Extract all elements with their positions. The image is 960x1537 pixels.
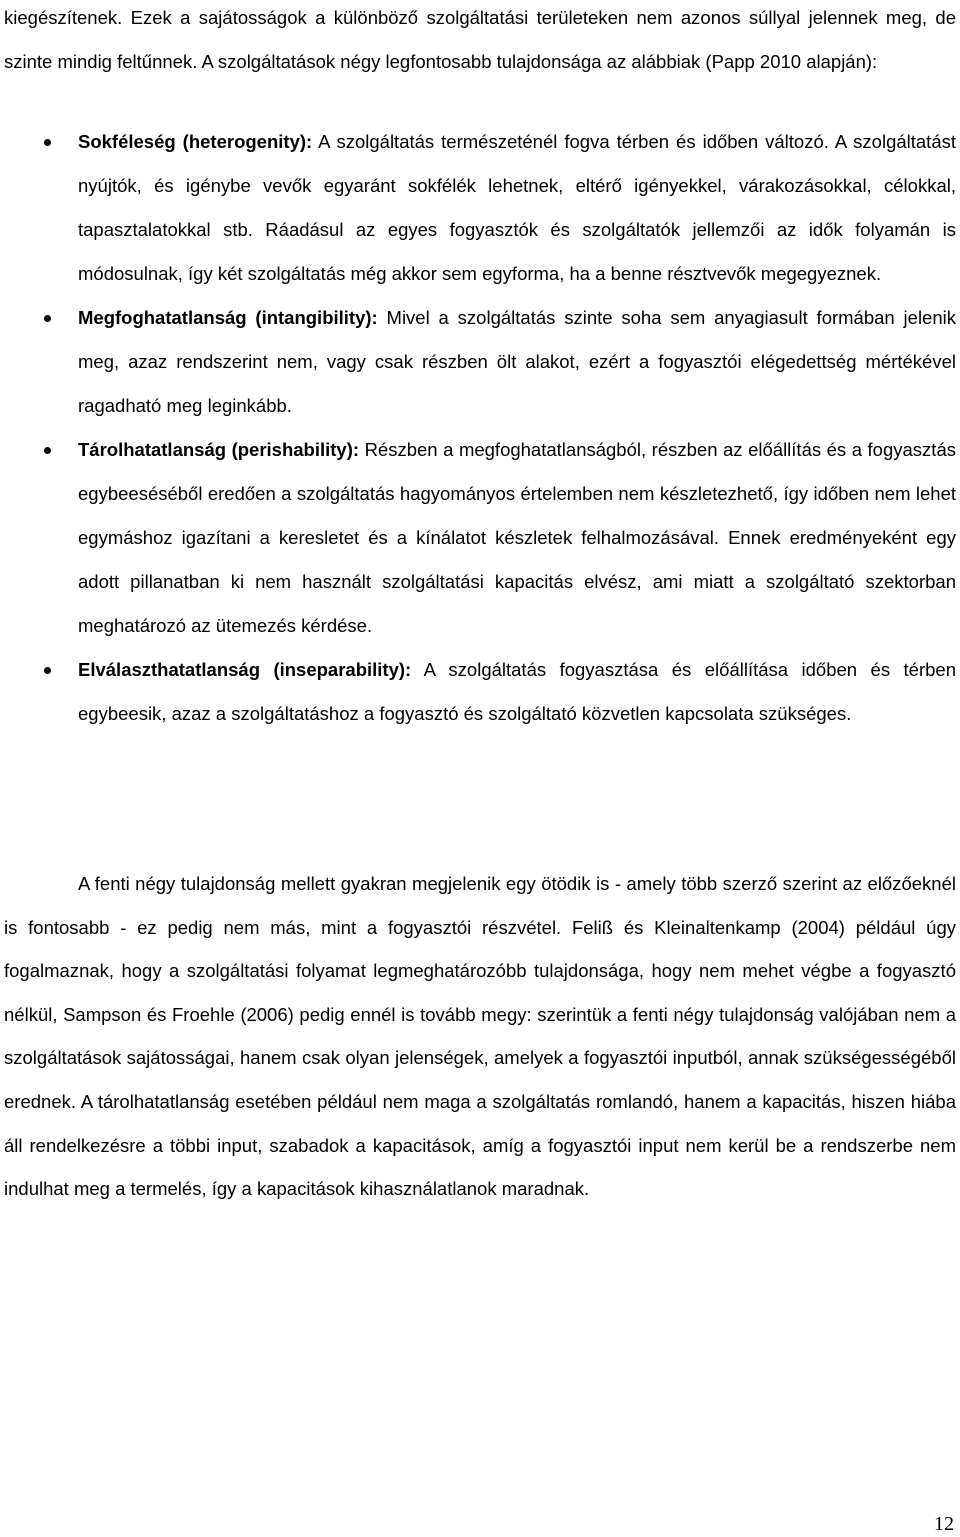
bullet-icon xyxy=(44,667,51,674)
list-item-heterogenity xyxy=(0,120,956,296)
list-item-perishability xyxy=(0,428,956,648)
term-intangibility: Megfoghatatlanság (intangibility): xyxy=(78,307,378,328)
bullet-icon xyxy=(44,315,51,322)
properties-list xyxy=(0,120,960,736)
term-inseparability: Elválaszthatatlanság (inseparability): xyxy=(78,659,412,680)
definition-inseparability: A szolgáltatás fogyasztása és előállítása időben és térben egybeesik, azaz a szolgáltatáshoz a fogyasztó és szolgáltató közvetlen kapcsolata szükséges. xyxy=(78,659,956,724)
term-heterogenity: Sokféleség (heterogenity): xyxy=(78,131,313,152)
list-item-intangibility xyxy=(0,296,956,428)
bullet-icon xyxy=(44,447,51,454)
body-paragraph: A fenti négy tulajdonság mellett gyakran megjelenik egy ötödik is - amely több szerző szerint az előzőeknél is fontosabb - ez pedig nem más, mint a fogyasztói részvétel. Feliß és Kleinaltenkamp (2004) például úgy fogalmaznak, hogy a szolgáltatási folyamat legmeghatározóbb tulajdonsága, hogy nem mehet végbe a fogyasztó nélkül, Sampson és Froehle (2006) pedig ennél is tovább megy: szerintük a fenti négy tulajdonság valójában nem a szolgáltatások sajátosságai, hanem csak olyan jelenségek, amelyek a fogyasztói inputból, annak szükségességéből erednek. A tárolhatatlanság esetében például nem maga a szolgáltatás romlandó, hanem a kapacitás, hiszen hiába áll rendelkezésre a többi input, szabadok a kapacitások, amíg a fogyasztói input nem kerül be a rendszerbe nem indulhat meg a termelés, így a kapacitások kihasználatlanok maradnak. xyxy=(4,873,956,1200)
definition-perishability: Részben a megfoghatatlanságból, részben az előállítás és a fogyasztás egybeeséséből eredően a szolgáltatás hagyományos értelemben nem készletezhető, így időben nem lehet egymáshoz igazítani a keresletet és a kínálatot készletek felhalmozásával. Ennek eredményeként egy adott pillanatban ki nem használt szolgáltatási kapacitás elvész, ami miatt a szolgáltató szektorban meghatározó az ütemezés kérdése. xyxy=(78,439,956,636)
intro-paragraph: kiegészítenek. Ezek a sajátosságok a különböző szolgáltatási területeken nem azonos súllyal jelennek meg, de szinte mindig feltűnnek. A szolgáltatások négy legfontosabb tulajdonsága az alábbiak (Papp 2010 alapján): xyxy=(4,7,956,72)
definition-heterogenity: A szolgáltatás természeténél fogva térben és időben változó. A szolgáltatást nyújtók, és igénybe vevők egyaránt sokfélék lehetnek, eltérő igényekkel, várakozásokkal, célokkal, tapasztalatokkal stb. Ráadásul az egyes fogyasztók és szolgáltatók jellemzői az idők folyamán is módosulnak, így két szolgáltatás még akkor sem egyforma, ha a benne résztvevők megegyeznek. xyxy=(78,131,957,284)
page-number: 12 xyxy=(934,1513,954,1535)
bullet-icon xyxy=(44,139,51,146)
definition-intangibility: Mivel a szolgáltatás szinte soha sem anyagiasult formában jelenik meg, azaz rendszerint nem, vagy csak részben ölt alakot, ezért a fogyasztói elégedettség mértékével ragadható meg leginkább. xyxy=(78,307,956,416)
list-item-inseparability xyxy=(0,648,956,736)
term-perishability: Tárolhatatlanság (perishability): xyxy=(78,439,360,460)
